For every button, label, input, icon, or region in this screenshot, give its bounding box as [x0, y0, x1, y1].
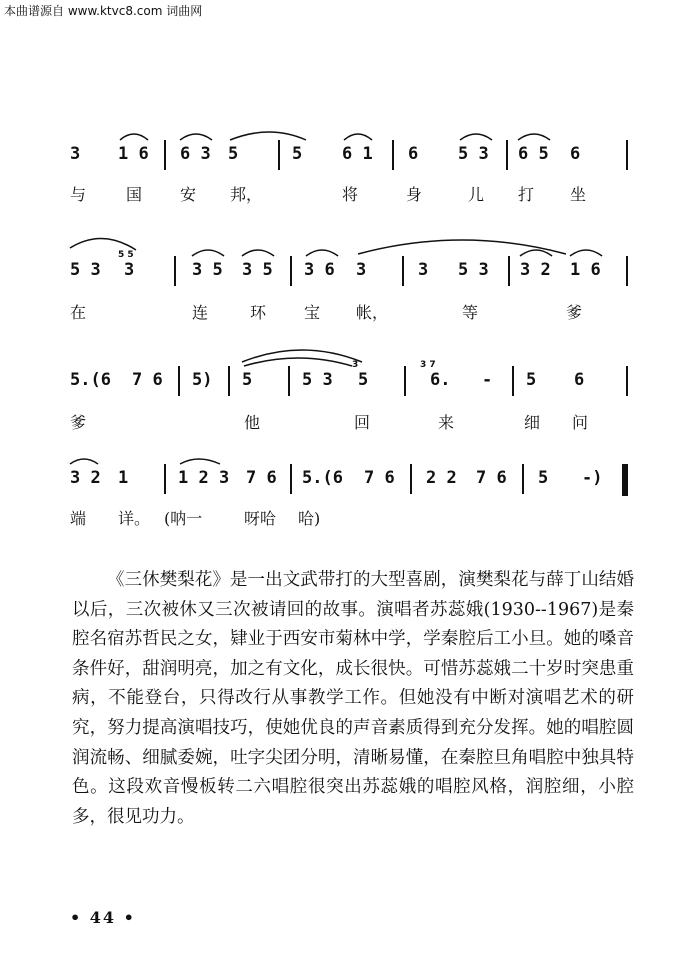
barline — [404, 366, 406, 396]
note: 1 6 — [570, 260, 601, 280]
grace-note: 3 — [352, 360, 359, 370]
lyrics-row — [62, 182, 632, 206]
slur-marks — [62, 454, 632, 466]
note: 7 6 — [476, 468, 507, 488]
barline — [178, 366, 180, 396]
note: 5 3 — [458, 144, 489, 164]
barline — [522, 464, 524, 494]
note: 3 — [356, 260, 367, 280]
lyric: 与 — [70, 185, 87, 204]
lyric: 在 — [70, 303, 87, 322]
slur-marks — [62, 128, 632, 148]
lyric: 宝 — [304, 303, 321, 322]
note: 1 — [118, 468, 129, 488]
note: 6 1 — [342, 144, 373, 164]
note: 5 3 — [70, 260, 101, 280]
description-text: 《三休樊梨花》是一出文武带打的大型喜剧，演樊梨花与薛丁山结婚以后，三次被休又三次被请回的故事。演唱者苏蕊娥(1930--1967)是秦腔名宿苏哲民之女，肄业于西安市菊林中学，学秦腔后工小旦。她的嗓音条件好，甜润明亮，加之有文化，成长很快。可惜苏蕊娥二十岁时突患重病，不能登台，只得改行从事教学工作。但她没有中断对演唱艺术的研究，努力提高演唱技巧，使她优良的声音素质得到充分发挥。她的唱腔圆润流畅、细腻委婉，吐字尖团分明，清晰易懂，在秦腔旦角唱腔中独具特色。这段欢音慢板转二六唱腔很突出苏蕊娥的唱腔风格，润腔细，小腔多，很见功力。 — [72, 570, 634, 827]
barline — [512, 366, 514, 396]
note: 7 6 — [132, 370, 163, 390]
lyric: 回 — [354, 413, 371, 432]
barline — [290, 464, 292, 494]
barline — [288, 366, 290, 396]
note: 3 2 — [70, 468, 101, 488]
page-number: • 44 • — [70, 908, 136, 927]
lyrics-row — [62, 506, 632, 530]
note: 5 — [526, 370, 537, 390]
lyrics-row — [62, 300, 632, 324]
notes-row — [62, 360, 632, 396]
note: 5 3 — [302, 370, 333, 390]
note: 1 2 3 — [178, 468, 230, 488]
grace-note: 5 5 — [118, 250, 134, 260]
lyric: (呐一 — [164, 509, 203, 528]
lyric: 环 — [250, 303, 267, 322]
description-paragraph — [72, 566, 634, 832]
barline — [410, 464, 412, 494]
final-barline — [622, 464, 628, 496]
note: 6 — [408, 144, 419, 164]
note: 3 — [70, 144, 81, 164]
note: 3 — [418, 260, 429, 280]
note: 5 3 — [458, 260, 489, 280]
note: 5) — [192, 370, 213, 390]
note: 5 — [242, 370, 253, 390]
lyric: 细 — [524, 413, 541, 432]
notes-row — [62, 464, 632, 494]
note: 5 — [358, 370, 369, 390]
note: 3 2 — [520, 260, 551, 280]
lyric: 爹 — [70, 413, 87, 432]
lyric: 国 — [126, 185, 143, 204]
notes-row — [62, 250, 632, 286]
slur-marks — [62, 346, 632, 368]
lyric: 身 — [406, 185, 423, 204]
barline — [290, 256, 292, 286]
note: 7 6 — [246, 468, 277, 488]
lyric: 端 — [70, 509, 87, 528]
note: 5.(6 — [70, 370, 111, 390]
lyric: 安 — [180, 185, 197, 204]
note: 2 2 — [426, 468, 457, 488]
note: 5 — [538, 468, 549, 488]
note: 3 5 — [192, 260, 223, 280]
note: 6 — [570, 144, 581, 164]
note: 6 — [574, 370, 585, 390]
lyric: 儿 — [468, 185, 485, 204]
slur-marks — [62, 236, 632, 258]
note: 5.(6 — [302, 468, 343, 488]
grace-note: 3 7 — [420, 360, 436, 370]
note: 3 5 — [242, 260, 273, 280]
lyric: 呀哈 — [244, 509, 277, 528]
source-header: 本曲谱源自 www.ktvc8.com 词曲网 — [4, 4, 203, 18]
lyric: 连 — [192, 303, 209, 322]
barline — [174, 256, 176, 286]
lyric: 爹 — [566, 303, 583, 322]
lyric: 帐， — [356, 303, 389, 322]
note: 7 6 — [364, 468, 395, 488]
note: 6. — [430, 370, 451, 390]
barline — [508, 256, 510, 286]
lyric: 邦， — [230, 185, 263, 204]
lyric: 来 — [438, 413, 455, 432]
lyric: 将 — [342, 185, 359, 204]
lyric: 详。 — [118, 509, 151, 528]
note: 3 6 — [304, 260, 335, 280]
lyric: 问 — [572, 413, 589, 432]
note: 6 3 — [180, 144, 211, 164]
note: - — [482, 370, 493, 390]
lyric: 打 — [518, 185, 535, 204]
note: 5 — [228, 144, 239, 164]
barline — [626, 256, 628, 286]
note: 3 — [124, 260, 135, 280]
barline — [626, 366, 628, 396]
note: -) — [582, 468, 603, 488]
lyric: 坐 — [570, 185, 587, 204]
barline — [228, 366, 230, 396]
lyrics-row — [62, 410, 632, 434]
barline — [402, 256, 404, 286]
barline — [164, 464, 166, 494]
lyric: 等 — [462, 303, 479, 322]
lyric: 他 — [244, 413, 261, 432]
note: 1 6 — [118, 144, 149, 164]
note: 6 5 — [518, 144, 549, 164]
lyric: 哈) — [298, 509, 321, 528]
note: 5 — [292, 144, 303, 164]
